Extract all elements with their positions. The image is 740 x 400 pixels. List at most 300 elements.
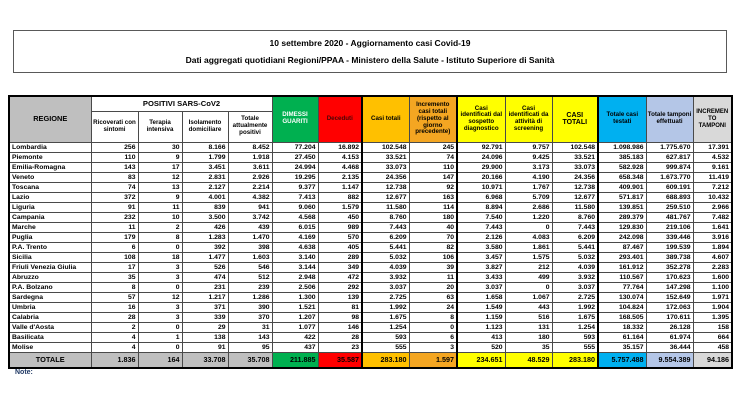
table-row [9, 202, 732, 212]
table-row [9, 162, 732, 172]
value-cell: 24.096 [457, 152, 505, 162]
value-cell: 95 [228, 342, 272, 352]
value-cell: 161.912 [598, 262, 646, 272]
value-cell: 28 [91, 312, 138, 322]
table-row [9, 172, 732, 182]
value-cell: 941 [228, 202, 272, 212]
value-cell: 1.904 [693, 302, 732, 312]
region-cell: Puglia [9, 232, 91, 242]
value-cell: 1.220 [505, 212, 552, 222]
value-cell: 70 [409, 232, 457, 242]
value-cell: 1.579 [318, 202, 362, 212]
value-cell: 146 [318, 322, 362, 332]
value-cell: 292 [318, 282, 362, 292]
value-cell: 3 [409, 342, 457, 352]
region-cell: Lombardia [9, 142, 91, 152]
table-row [9, 242, 732, 252]
value-cell: 30 [138, 142, 182, 152]
value-cell: 688.893 [646, 192, 693, 202]
value-cell: 17.391 [693, 142, 732, 152]
value-cell: 658.348 [598, 172, 646, 182]
value-cell: 293.401 [598, 252, 646, 262]
value-cell: 199.539 [646, 242, 693, 252]
value-cell: 7.540 [457, 212, 505, 222]
value-cell: 24.994 [272, 162, 318, 172]
value-cell: 1.067 [505, 292, 552, 302]
value-cell: 87.467 [598, 242, 646, 252]
value-cell: 234.651 [457, 352, 505, 368]
value-cell: 212 [505, 262, 552, 272]
region-cell: Liguria [9, 202, 91, 212]
value-cell: 1.836 [91, 352, 138, 368]
value-cell: 12 [138, 172, 182, 182]
value-cell: 3.037 [362, 282, 409, 292]
value-cell: 4.169 [272, 232, 318, 242]
value-cell: 7.443 [457, 222, 505, 232]
value-cell: 609.191 [646, 182, 693, 192]
value-cell: 4.001 [182, 192, 228, 202]
value-cell: 3.433 [457, 272, 505, 282]
value-cell: 77.204 [272, 142, 318, 152]
value-cell: 6.015 [272, 222, 318, 232]
value-cell: 18 [138, 252, 182, 262]
value-cell: 91 [182, 342, 228, 352]
value-cell: 8.452 [228, 142, 272, 152]
value-cell: 33.708 [182, 352, 228, 368]
value-cell: 259.510 [646, 202, 693, 212]
value-cell: 11 [409, 272, 457, 282]
value-cell: 27.450 [272, 152, 318, 162]
value-cell: 289.379 [598, 212, 646, 222]
value-cell: 289 [318, 252, 362, 262]
value-cell: 28 [318, 332, 362, 342]
value-cell: 3.932 [552, 272, 598, 282]
value-cell: 33.521 [552, 152, 598, 162]
value-cell: 35.708 [228, 352, 272, 368]
value-cell: 5.441 [552, 242, 598, 252]
value-cell: 1.286 [228, 292, 272, 302]
value-cell: 1.549 [457, 302, 505, 312]
value-cell: 1.300 [272, 292, 318, 302]
value-cell: 2.126 [457, 232, 505, 242]
value-cell: 520 [457, 342, 505, 352]
value-cell: 2 [138, 222, 182, 232]
value-cell: 1.521 [272, 302, 318, 312]
value-cell: 9.757 [505, 142, 552, 152]
value-cell: 8.166 [182, 142, 228, 152]
value-cell: 139 [318, 292, 362, 302]
value-cell: 1.470 [228, 232, 272, 242]
value-cell: 17 [91, 262, 138, 272]
region-cell: Valle d'Aosta [9, 322, 91, 332]
value-cell: 16.892 [318, 142, 362, 152]
region-cell: P.A. Trento [9, 242, 91, 252]
col-header-regione: REGIONE [9, 96, 91, 142]
value-cell: 450 [318, 212, 362, 222]
value-cell: 413 [457, 332, 505, 342]
value-cell: 5.709 [505, 192, 552, 202]
value-cell: 6.209 [362, 232, 409, 242]
value-cell: 61.164 [598, 332, 646, 342]
value-cell: 29.900 [457, 162, 505, 172]
value-cell: 2.725 [552, 292, 598, 302]
value-cell: 16 [91, 302, 138, 312]
value-cell: 389.738 [646, 252, 693, 262]
value-cell: 1.123 [457, 322, 505, 332]
value-cell: 426 [182, 222, 228, 232]
col-group-positivi: POSITIVI SARS-CoV2 [91, 96, 272, 111]
value-cell: 8 [91, 282, 138, 292]
value-cell: 2.506 [272, 282, 318, 292]
value-cell: 0 [138, 342, 182, 352]
value-cell: 33.073 [362, 162, 409, 172]
value-cell: 256 [91, 142, 138, 152]
value-cell: 1.918 [228, 152, 272, 162]
value-cell: 4 [91, 342, 138, 352]
region-cell: Emilia-Romagna [9, 162, 91, 172]
value-cell: 2.966 [693, 202, 732, 212]
value-cell: 3.500 [182, 212, 228, 222]
value-cell: 339 [182, 312, 228, 322]
region-cell: Sardegna [9, 292, 91, 302]
value-cell: 1.675 [552, 312, 598, 322]
value-cell: 7.413 [272, 192, 318, 202]
value-cell: 231 [182, 282, 228, 292]
value-cell: 437 [272, 342, 318, 352]
value-cell: 29 [182, 322, 228, 332]
value-cell: 36.444 [646, 342, 693, 352]
value-cell: 61.974 [646, 332, 693, 342]
value-cell: 1.603 [228, 252, 272, 262]
value-cell: 2.127 [182, 182, 228, 192]
value-cell: 1.861 [505, 242, 552, 252]
value-cell: 499 [505, 272, 552, 282]
value-cell: 8.894 [457, 202, 505, 212]
value-cell: 4.039 [362, 262, 409, 272]
table-row [9, 292, 732, 302]
value-cell: 390 [228, 302, 272, 312]
value-cell: 0 [138, 322, 182, 332]
value-cell: 4.468 [318, 162, 362, 172]
value-cell: 152.649 [646, 292, 693, 302]
value-cell: 20.166 [457, 172, 505, 182]
value-cell: 3.932 [362, 272, 409, 282]
value-cell: 1.207 [272, 312, 318, 322]
region-cell: Calabria [9, 312, 91, 322]
region-cell: Veneto [9, 172, 91, 182]
value-cell: 555 [552, 342, 598, 352]
region-cell: Marche [9, 222, 91, 232]
table-row [9, 262, 732, 272]
value-cell: 2.926 [228, 172, 272, 182]
value-cell: 33.073 [552, 162, 598, 172]
value-cell: 9 [138, 192, 182, 202]
table-row [9, 222, 732, 232]
value-cell: 458 [693, 342, 732, 352]
value-cell: 1.283 [182, 232, 228, 242]
value-cell: 114 [409, 202, 457, 212]
value-cell: 3.140 [272, 252, 318, 262]
col-header-isolamento: Isolamento domiciliare [182, 111, 228, 142]
value-cell: 0 [138, 242, 182, 252]
value-cell: 4.568 [272, 212, 318, 222]
value-cell: 2.135 [318, 172, 362, 182]
value-cell: 593 [362, 332, 409, 342]
value-cell: 9 [138, 152, 182, 162]
value-cell: 9.554.389 [646, 352, 693, 368]
region-cell: Sicilia [9, 252, 91, 262]
value-cell: 1.147 [318, 182, 362, 192]
covid-regions-table [8, 95, 733, 369]
value-cell: 439 [228, 222, 272, 232]
value-cell: 110 [91, 152, 138, 162]
value-cell: 1.100 [693, 282, 732, 292]
value-cell: 9.060 [272, 202, 318, 212]
value-cell: 4.190 [505, 172, 552, 182]
value-cell: 138 [182, 332, 228, 342]
region-cell: Basilicata [9, 332, 91, 342]
value-cell: 1.575 [505, 252, 552, 262]
value-cell: 4.607 [693, 252, 732, 262]
value-cell: 232 [91, 212, 138, 222]
value-cell: 239 [228, 282, 272, 292]
value-cell: 1.077 [272, 322, 318, 332]
total-label-cell: TOTALE [9, 352, 91, 368]
value-cell: 12.738 [362, 182, 409, 192]
region-cell: Abruzzo [9, 272, 91, 282]
table-row [9, 232, 732, 242]
value-cell: 110.567 [598, 272, 646, 282]
value-cell: 1 [138, 332, 182, 342]
value-cell: 20 [409, 282, 457, 292]
value-cell: 3.827 [457, 262, 505, 272]
value-cell: 1.600 [693, 272, 732, 282]
value-cell: 11 [138, 202, 182, 212]
value-cell: 1.217 [182, 292, 228, 302]
value-cell: 1.641 [693, 222, 732, 232]
value-cell: 10.432 [693, 192, 732, 202]
value-cell: 98 [318, 312, 362, 322]
value-cell: 1.597 [409, 352, 457, 368]
table-row [9, 142, 732, 152]
value-cell: 1.767 [505, 182, 552, 192]
value-cell: 516 [505, 312, 552, 322]
value-cell: 7.212 [693, 182, 732, 192]
value-cell: 163 [409, 192, 457, 202]
value-cell: 5.032 [362, 252, 409, 262]
value-cell: 1.254 [552, 322, 598, 332]
value-cell: 180 [409, 212, 457, 222]
value-cell: 385.183 [598, 152, 646, 162]
value-cell: 370 [228, 312, 272, 322]
value-cell: 9.377 [272, 182, 318, 192]
value-cell: 352.278 [646, 262, 693, 272]
value-cell: 12 [138, 292, 182, 302]
table-row [9, 282, 732, 292]
value-cell: 147 [409, 172, 457, 182]
value-cell: 57 [91, 292, 138, 302]
value-cell: 526 [182, 262, 228, 272]
value-cell: 7.443 [362, 222, 409, 232]
col-header-totale-positivi: Totale attualmente positivi [228, 111, 272, 142]
value-cell: 1.894 [693, 242, 732, 252]
value-cell: 35 [505, 342, 552, 352]
value-cell: 82 [409, 242, 457, 252]
col-header-terapia-intensiva: Terapia intensiva [138, 111, 182, 142]
col-header-dimessi-guariti: DIMESSI GUARITI [272, 96, 318, 142]
value-cell: 3.611 [228, 162, 272, 172]
value-cell: 10.971 [457, 182, 505, 192]
value-cell: 12.738 [552, 182, 598, 192]
value-cell: 6.968 [457, 192, 505, 202]
value-cell: 0 [505, 222, 552, 232]
value-cell: 3.037 [552, 282, 598, 292]
value-cell: 9.425 [505, 152, 552, 162]
value-cell: 74 [91, 182, 138, 192]
value-cell: 143 [91, 162, 138, 172]
value-cell: 398 [228, 242, 272, 252]
table-row [9, 182, 732, 192]
value-cell: 77.764 [598, 282, 646, 292]
value-cell: 5.032 [552, 252, 598, 262]
region-cell: Lazio [9, 192, 91, 202]
value-cell: 83 [91, 172, 138, 182]
value-cell: 19.295 [272, 172, 318, 182]
value-cell: 92.791 [457, 142, 505, 152]
value-cell: 422 [272, 332, 318, 342]
col-header-deceduti: Deceduti [318, 96, 362, 142]
value-cell: 582.928 [598, 162, 646, 172]
value-cell: 33.521 [362, 152, 409, 162]
table-row [9, 152, 732, 162]
value-cell: 512 [228, 272, 272, 282]
value-cell: 35.587 [318, 352, 362, 368]
value-cell: 1.477 [182, 252, 228, 262]
value-cell: 474 [182, 272, 228, 282]
bulletin-subtitle: Dati aggregati quotidiani Regioni/PPAA - Ministero della Salute - Istituto Superiore di Sanità [185, 55, 555, 65]
value-cell: 0 [505, 282, 552, 292]
value-cell: 472 [318, 272, 362, 282]
value-cell: 1.098.986 [598, 142, 646, 152]
value-cell: 5.757.488 [598, 352, 646, 368]
value-cell: 24.356 [362, 172, 409, 182]
region-cell: Piemonte [9, 152, 91, 162]
value-cell: 9.161 [693, 162, 732, 172]
value-cell: 2.725 [362, 292, 409, 302]
value-cell: 130.074 [598, 292, 646, 302]
value-cell: 104.824 [598, 302, 646, 312]
value-cell: 139.851 [598, 202, 646, 212]
value-cell: 839 [182, 202, 228, 212]
value-cell: 108 [91, 252, 138, 262]
value-cell: 882 [318, 192, 362, 202]
value-cell: 283.180 [552, 352, 598, 368]
value-cell: 31 [228, 322, 272, 332]
col-header-casi-testati: Totale casi testati [598, 96, 646, 142]
value-cell: 999.874 [646, 162, 693, 172]
table-row [9, 322, 732, 332]
value-cell: 63 [409, 292, 457, 302]
table-row [9, 212, 732, 222]
region-cell: Campania [9, 212, 91, 222]
value-cell: 2 [91, 322, 138, 332]
value-cell: 39 [409, 262, 457, 272]
table-row [9, 192, 732, 202]
value-cell: 593 [552, 332, 598, 342]
value-cell: 3.451 [182, 162, 228, 172]
value-cell: 8.760 [362, 212, 409, 222]
value-cell: 94.186 [693, 352, 732, 368]
region-cell: Friuli Venezia Giulia [9, 262, 91, 272]
value-cell: 129.830 [598, 222, 646, 232]
value-cell: 2.214 [228, 182, 272, 192]
col-header-incremento-tamponi: INCREMENTO TAMPONI [693, 96, 732, 142]
region-cell: Umbria [9, 302, 91, 312]
value-cell: 392 [182, 242, 228, 252]
value-cell: 8 [138, 232, 182, 242]
value-cell: 555 [362, 342, 409, 352]
value-cell: 12.677 [362, 192, 409, 202]
value-cell: 24 [409, 302, 457, 312]
value-cell: 4.532 [693, 152, 732, 162]
value-cell: 102.548 [552, 142, 598, 152]
value-cell: 0 [409, 322, 457, 332]
region-cell: Molise [9, 342, 91, 352]
value-cell: 1.799 [182, 152, 228, 162]
value-cell: 23 [318, 342, 362, 352]
value-cell: 405 [318, 242, 362, 252]
value-cell: 2.831 [182, 172, 228, 182]
value-cell: 2.686 [505, 202, 552, 212]
total-row [9, 352, 732, 368]
value-cell: 7.482 [693, 212, 732, 222]
col-header-incremento-casi: Incremento casi totali (rispetto al giorno precedente) [409, 96, 457, 142]
table-row [9, 252, 732, 262]
value-cell: 283.180 [362, 352, 409, 368]
value-cell: 8 [409, 312, 457, 322]
value-cell: 1.992 [552, 302, 598, 312]
value-cell: 40 [409, 222, 457, 232]
value-cell: 35 [91, 272, 138, 282]
value-cell: 4.083 [505, 232, 552, 242]
value-cell: 0 [138, 282, 182, 292]
value-cell: 7.443 [552, 222, 598, 232]
value-cell: 245 [409, 142, 457, 152]
value-cell: 172.063 [646, 302, 693, 312]
col-header-casi-totali: Casi totali [362, 96, 409, 142]
value-cell: 211.885 [272, 352, 318, 368]
value-cell: 1.675 [362, 312, 409, 322]
value-cell: 3 [138, 262, 182, 272]
value-cell: 35.157 [598, 342, 646, 352]
title-box [13, 30, 727, 73]
value-cell: 11.419 [693, 172, 732, 182]
value-cell: 6.209 [552, 232, 598, 242]
value-cell: 4.382 [228, 192, 272, 202]
table-header [9, 96, 732, 142]
col-header-sospetto-diagnostico: Casi identificati dal sospetto diagnostico [457, 96, 505, 142]
value-cell: 4.153 [318, 152, 362, 162]
value-cell: 168.505 [598, 312, 646, 322]
value-cell: 102.548 [362, 142, 409, 152]
table-row [9, 332, 732, 342]
value-cell: 3 [138, 272, 182, 282]
col-header-tamponi: Totale tamponi effettuati [646, 96, 693, 142]
value-cell: 3.037 [457, 282, 505, 292]
value-cell: 339.446 [646, 232, 693, 242]
value-cell: 1.971 [693, 292, 732, 302]
value-cell: 110 [409, 162, 457, 172]
